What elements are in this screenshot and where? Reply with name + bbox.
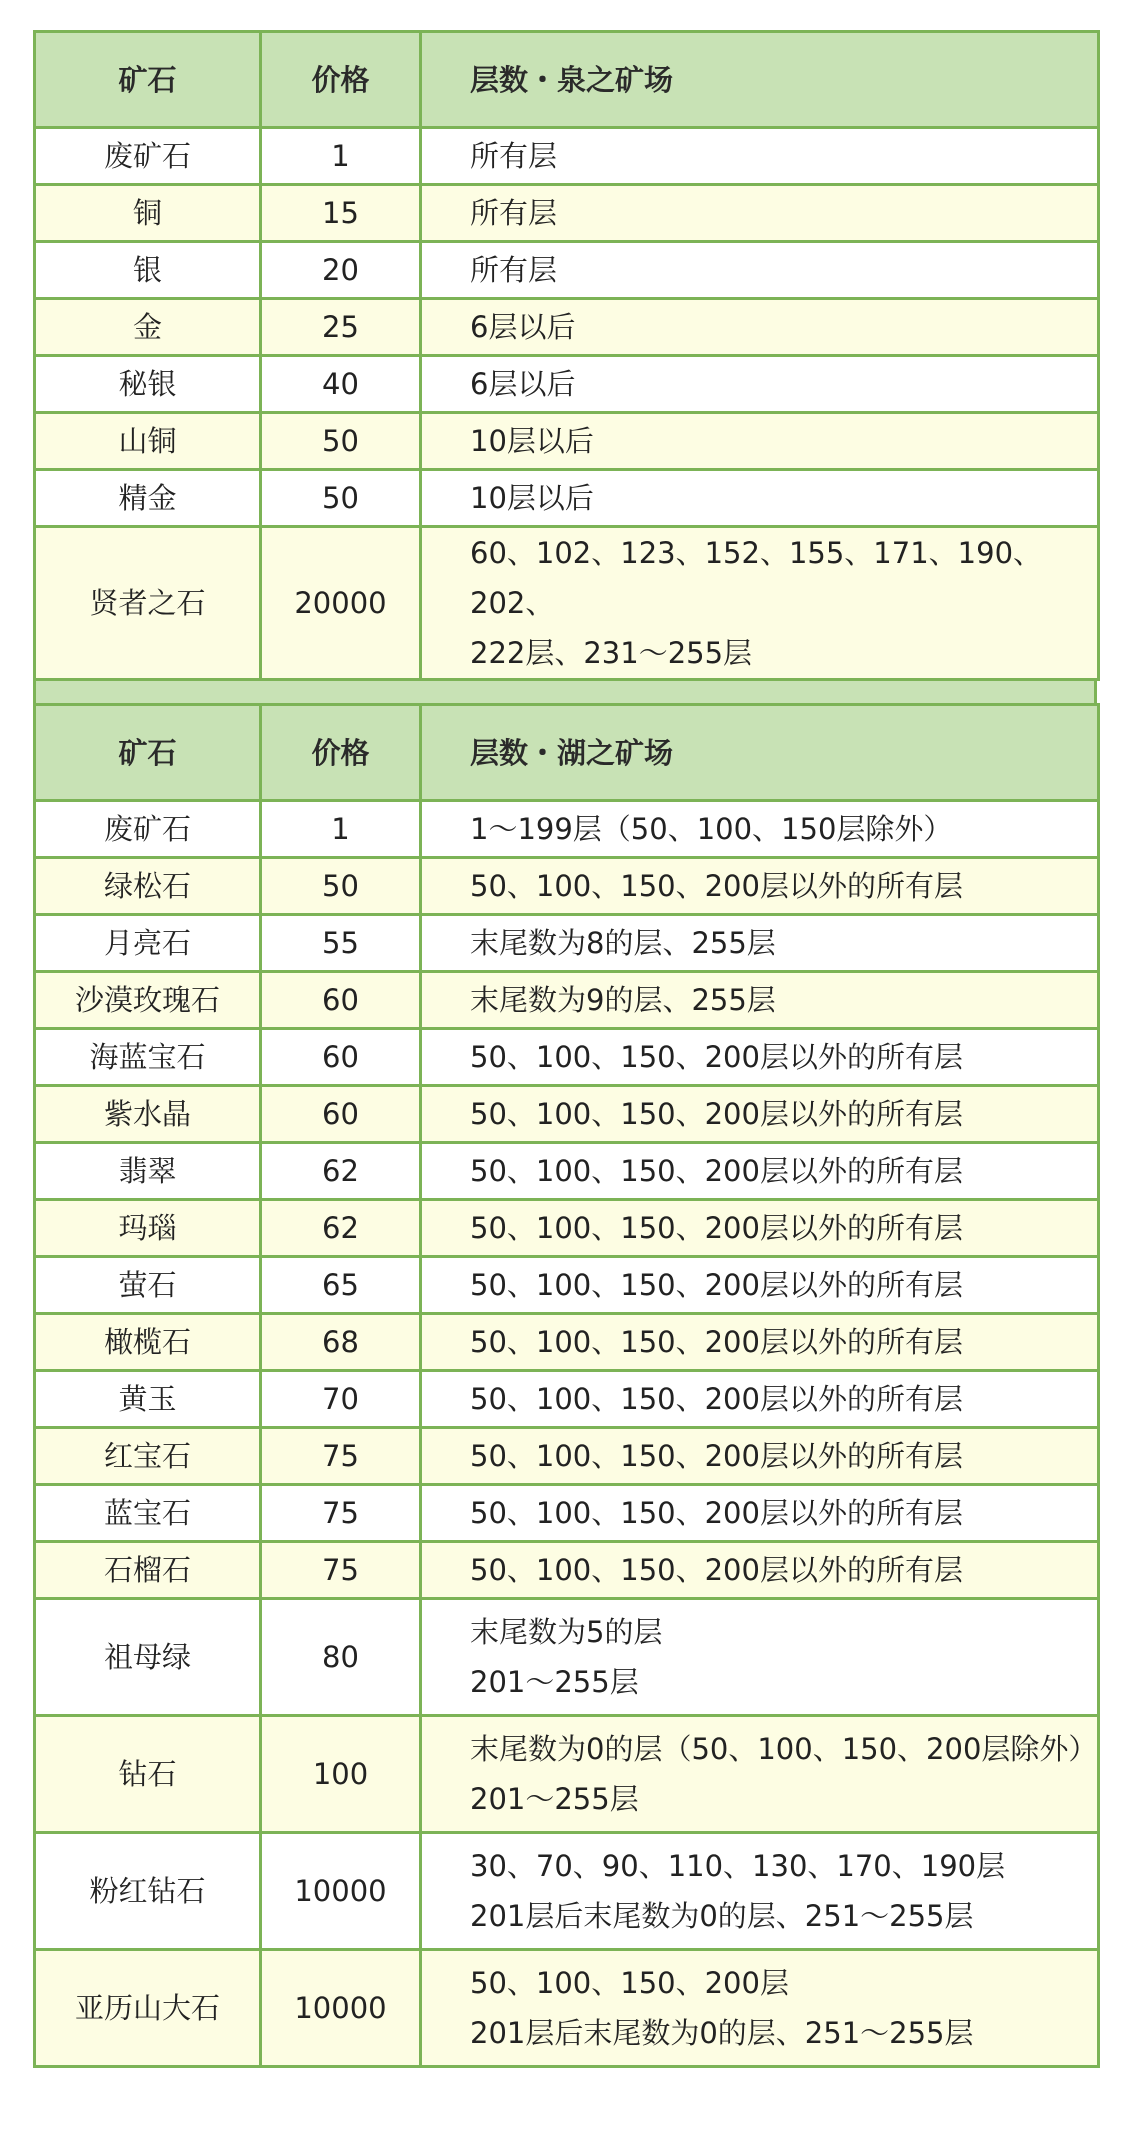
price-cell: 75 <box>261 1428 421 1485</box>
floors-line: 所有层 <box>470 196 558 230</box>
floors-cell <box>421 185 1099 242</box>
floors-cell <box>421 1257 1099 1314</box>
floors-line: 末尾数为5的层 <box>470 1615 663 1649</box>
ore-name-cell: 绿松石 <box>35 858 261 915</box>
header-ore: 矿石 <box>35 705 261 801</box>
table-row <box>35 1029 1099 1086</box>
floors-cell <box>421 413 1099 470</box>
table-row <box>35 972 1099 1029</box>
floors-line: 10层以后 <box>470 481 594 515</box>
price-cell: 68 <box>261 1314 421 1371</box>
price-cell: 1 <box>261 128 421 185</box>
floors-cell <box>421 356 1099 413</box>
floors-cell <box>421 1485 1099 1542</box>
price-cell: 100 <box>261 1716 421 1833</box>
price-cell: 75 <box>261 1485 421 1542</box>
ore-name-cell: 粉红钻石 <box>35 1833 261 1950</box>
table-row <box>35 470 1099 527</box>
ore-name-cell: 红宝石 <box>35 1428 261 1485</box>
floors-line: 10层以后 <box>470 424 594 458</box>
table-row <box>35 299 1099 356</box>
table-row <box>35 1485 1099 1542</box>
ore-name-cell: 萤石 <box>35 1257 261 1314</box>
floors-cell <box>421 1143 1099 1200</box>
table-row <box>35 1716 1099 1833</box>
ore-name-cell: 山铜 <box>35 413 261 470</box>
floors-cell <box>421 1314 1099 1371</box>
ore-name-cell: 橄榄石 <box>35 1314 261 1371</box>
header-floors-spring: 层数・泉之矿场 <box>421 32 1099 128</box>
floors-cell <box>421 1716 1099 1833</box>
table-row <box>35 1833 1099 1950</box>
ore-name-cell: 月亮石 <box>35 915 261 972</box>
floors-cell <box>421 1029 1099 1086</box>
ore-name-cell: 废矿石 <box>35 801 261 858</box>
floors-line: 1～199层（50、100、150层除外） <box>470 812 953 846</box>
ore-name-cell: 钻石 <box>35 1716 261 1833</box>
floors-line: 201层后末尾数为0的层、251～255层 <box>470 1899 974 1933</box>
floors-line: 6层以后 <box>470 310 576 344</box>
table-row <box>35 1200 1099 1257</box>
floors-cell <box>421 1833 1099 1950</box>
table-row <box>35 1599 1099 1716</box>
price-cell: 55 <box>261 915 421 972</box>
table-row <box>35 1314 1099 1371</box>
floors-line: 50、100、150、200层以外的所有层 <box>470 1268 963 1302</box>
ore-name-cell: 翡翠 <box>35 1143 261 1200</box>
price-cell: 1 <box>261 801 421 858</box>
floors-line: 末尾数为0的层（50、100、150、200层除外） <box>470 1732 1098 1766</box>
floors-cell <box>421 1599 1099 1716</box>
floors-line: 201～255层 <box>470 1665 639 1699</box>
spring-table-body <box>35 128 1099 680</box>
table-header-row <box>35 32 1099 128</box>
table-row <box>35 1143 1099 1200</box>
table-row <box>35 858 1099 915</box>
floors-line: 末尾数为9的层、255层 <box>470 983 776 1017</box>
floors-line: 50、100、150、200层 <box>470 1966 789 2000</box>
table-row <box>35 1257 1099 1314</box>
floors-cell <box>421 470 1099 527</box>
price-cell: 50 <box>261 470 421 527</box>
floors-cell <box>421 128 1099 185</box>
ore-name-cell: 沙漠玫瑰石 <box>35 972 261 1029</box>
floors-cell <box>421 242 1099 299</box>
floors-line: 30、70、90、110、130、170、190层 <box>470 1849 1006 1883</box>
price-cell: 20 <box>261 242 421 299</box>
table-header-row <box>35 705 1099 801</box>
price-cell: 62 <box>261 1143 421 1200</box>
floors-line: 201层后末尾数为0的层、251～255层 <box>470 2016 974 2050</box>
floors-cell <box>421 1371 1099 1428</box>
ore-name-cell: 紫水晶 <box>35 1086 261 1143</box>
floors-line: 6层以后 <box>470 367 576 401</box>
lake-mine-table <box>33 703 1100 2068</box>
floors-cell <box>421 858 1099 915</box>
floors-line: 50、100、150、200层以外的所有层 <box>470 1382 963 1416</box>
price-cell: 65 <box>261 1257 421 1314</box>
floors-line: 50、100、150、200层以外的所有层 <box>470 869 963 903</box>
floors-line: 50、100、150、200层以外的所有层 <box>470 1097 963 1131</box>
table-row <box>35 527 1099 680</box>
floors-line: 222层、231～255层 <box>470 636 753 670</box>
table-row <box>35 1542 1099 1599</box>
table-row <box>35 915 1099 972</box>
price-cell: 60 <box>261 1029 421 1086</box>
ore-name-cell: 亚历山大石 <box>35 1950 261 2067</box>
floors-cell <box>421 1428 1099 1485</box>
ore-name-cell: 秘银 <box>35 356 261 413</box>
ore-name-cell: 蓝宝石 <box>35 1485 261 1542</box>
floors-cell <box>421 1086 1099 1143</box>
table-row <box>35 128 1099 185</box>
header-floors-lake: 层数・湖之矿场 <box>421 705 1099 801</box>
ore-name-cell: 祖母绿 <box>35 1599 261 1716</box>
price-cell: 80 <box>261 1599 421 1716</box>
floors-line: 所有层 <box>470 253 558 287</box>
table-row <box>35 801 1099 858</box>
price-cell: 60 <box>261 1086 421 1143</box>
floors-line: 50、100、150、200层以外的所有层 <box>470 1040 963 1074</box>
floors-cell <box>421 527 1099 680</box>
table-row <box>35 356 1099 413</box>
floors-line: 末尾数为8的层、255层 <box>470 926 776 960</box>
floors-cell <box>421 801 1099 858</box>
ore-name-cell: 黄玉 <box>35 1371 261 1428</box>
table-row <box>35 242 1099 299</box>
price-cell: 20000 <box>261 527 421 680</box>
ore-name-cell: 废矿石 <box>35 128 261 185</box>
floors-line: 50、100、150、200层以外的所有层 <box>470 1553 963 1587</box>
table-row <box>35 1086 1099 1143</box>
table-row <box>35 1950 1099 2067</box>
ore-name-cell: 金 <box>35 299 261 356</box>
price-cell: 15 <box>261 185 421 242</box>
price-cell: 25 <box>261 299 421 356</box>
ore-name-cell: 贤者之石 <box>35 527 261 680</box>
price-cell: 10000 <box>261 1833 421 1950</box>
header-price: 价格 <box>261 705 421 801</box>
price-cell: 75 <box>261 1542 421 1599</box>
ore-tables <box>33 30 1097 2068</box>
ore-name-cell: 精金 <box>35 470 261 527</box>
table-separator <box>33 681 1097 703</box>
floors-line: 50、100、150、200层以外的所有层 <box>470 1154 963 1188</box>
ore-name-cell: 玛瑙 <box>35 1200 261 1257</box>
lake-table-body <box>35 801 1099 2067</box>
ore-name-cell: 银 <box>35 242 261 299</box>
ore-name-cell: 铜 <box>35 185 261 242</box>
price-cell: 60 <box>261 972 421 1029</box>
table-row <box>35 413 1099 470</box>
floors-cell <box>421 1200 1099 1257</box>
floors-line: 50、100、150、200层以外的所有层 <box>470 1211 963 1245</box>
table-row <box>35 185 1099 242</box>
floors-cell <box>421 1950 1099 2067</box>
price-cell: 70 <box>261 1371 421 1428</box>
price-cell: 50 <box>261 413 421 470</box>
ore-name-cell: 海蓝宝石 <box>35 1029 261 1086</box>
header-price: 价格 <box>261 32 421 128</box>
floors-cell <box>421 915 1099 972</box>
header-ore: 矿石 <box>35 32 261 128</box>
floors-line: 201～255层 <box>470 1782 639 1816</box>
floors-line: 所有层 <box>470 139 558 173</box>
table-row <box>35 1428 1099 1485</box>
floors-line: 50、100、150、200层以外的所有层 <box>470 1439 963 1473</box>
floors-line: 50、100、150、200层以外的所有层 <box>470 1325 963 1359</box>
spring-mine-table <box>33 30 1100 681</box>
price-cell: 40 <box>261 356 421 413</box>
floors-line: 60、102、123、152、155、171、190、202、 <box>470 536 1043 620</box>
price-cell: 10000 <box>261 1950 421 2067</box>
price-cell: 50 <box>261 858 421 915</box>
floors-cell <box>421 1542 1099 1599</box>
floors-cell <box>421 299 1099 356</box>
table-row <box>35 1371 1099 1428</box>
ore-name-cell: 石榴石 <box>35 1542 261 1599</box>
price-cell: 62 <box>261 1200 421 1257</box>
floors-cell <box>421 972 1099 1029</box>
floors-line: 50、100、150、200层以外的所有层 <box>470 1496 963 1530</box>
